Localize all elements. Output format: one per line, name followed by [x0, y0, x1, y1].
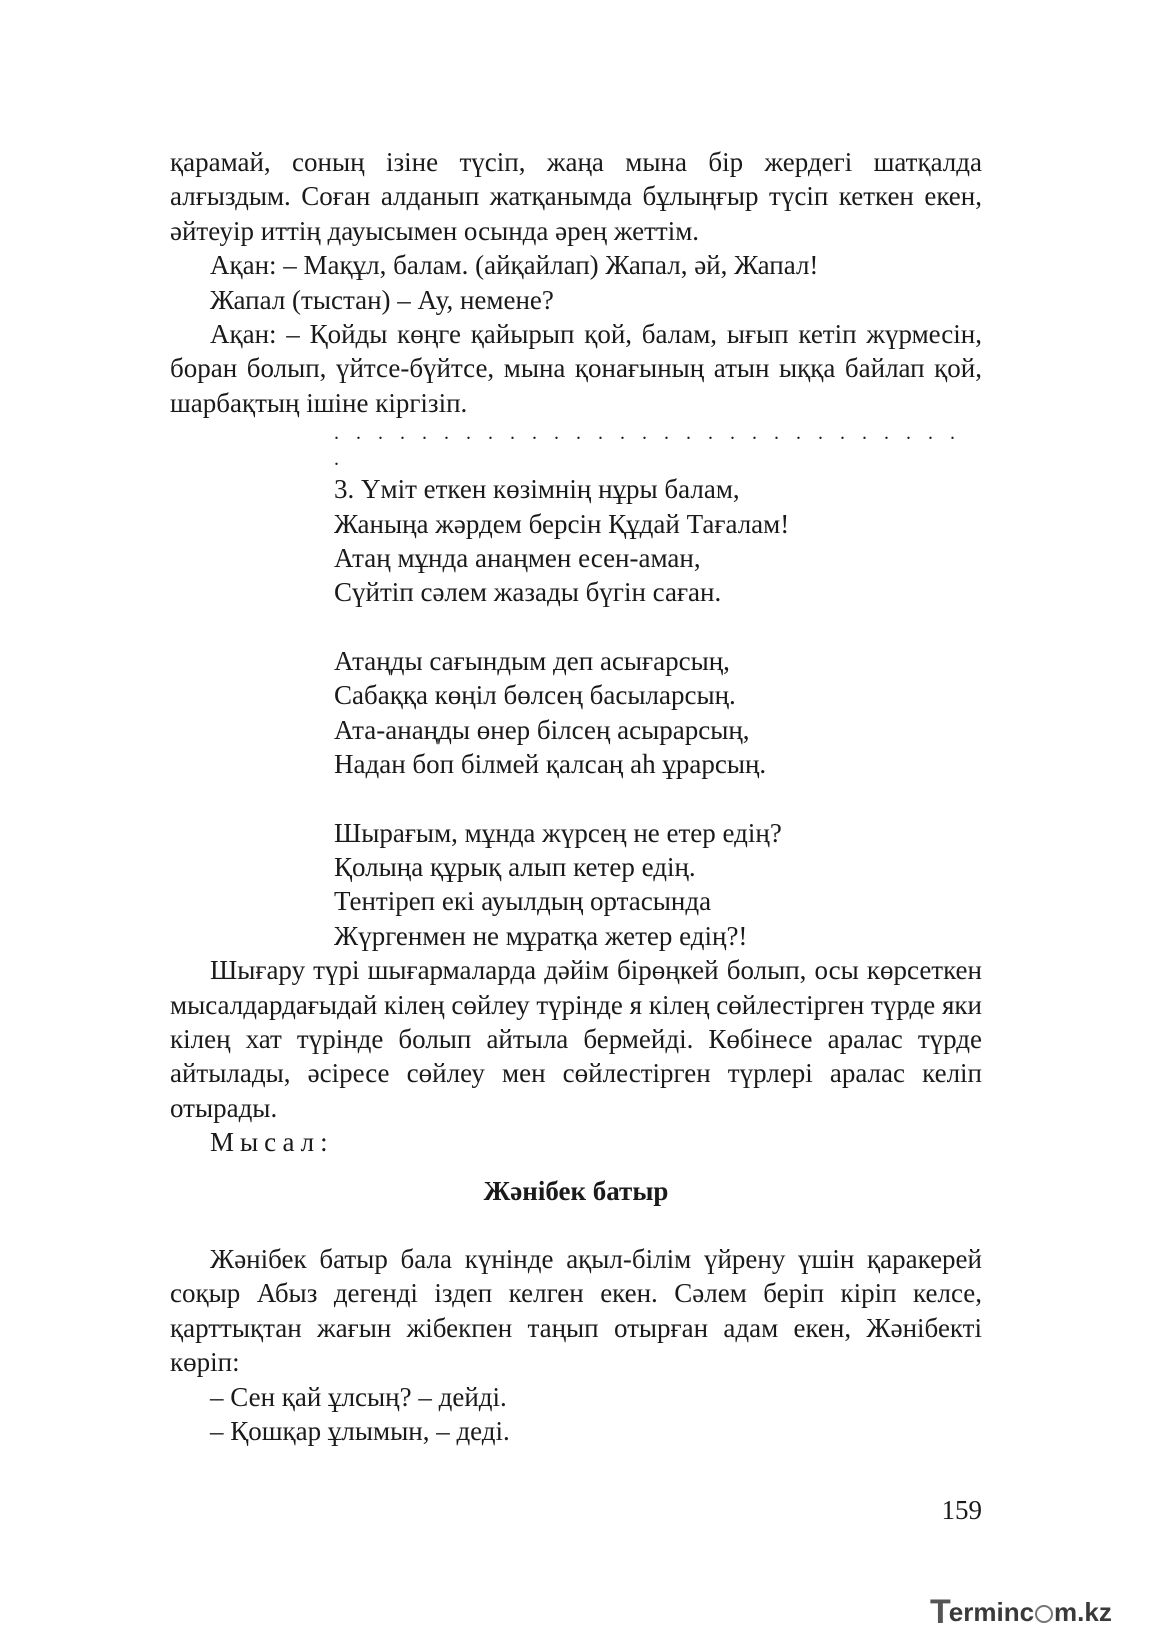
logo-text-part1: erminc — [948, 1596, 1035, 1627]
dialogue-line-answer: – Қошқар ұлымын, – деді. — [210, 1416, 510, 1446]
termincom-logo — [930, 1592, 1140, 1632]
verse-line: Шырағым, мұнда жүрсең не етер едің? — [334, 817, 782, 848]
verse-line: Қолыңа құрық алып кетер едің. — [334, 851, 696, 882]
logo-letter-t: T — [930, 1592, 951, 1631]
verse-line: 3. Үміт еткен көзімнің нұры балам, — [334, 474, 740, 505]
dialogue-line-zhapal: Жапал (тыстан) – Ау, немене? — [210, 284, 554, 315]
paragraph-explanation: Шығару түрі шығармаларда дәйім бірөңкей болып, осы көрсеткен мысалдардағыдай кілең сөйлеу түрінде я кілең сөйлестірген түрде яки кілең хат түрінде болып айтыла бермейді. Көбінесе аралас түрде айтылады, әсіресе сөйлеу мен сөйлестірген түрлері аралас келіп отырады. — [170, 955, 982, 1123]
verse-line: Надан боп білмей қалсаң аһ ұрарсың. — [334, 749, 767, 780]
story-heading: Жәнібек батыр — [483, 1175, 669, 1206]
verse-line: Жаныңа жәрдем берсін Құдай Тағалам! — [334, 508, 790, 539]
verse-line: Атаңды сағындым деп асығарсың, — [334, 645, 730, 676]
page-body — [170, 145, 982, 1448]
page-number: 159 — [941, 1495, 982, 1525]
magnifier-icon — [1035, 1605, 1053, 1623]
logo-text-part2: m.kz — [1054, 1596, 1112, 1627]
paragraph-story: Жәнібек батыр бала күнінде ақыл-білім үйрену үшін қаракерей соқыр Абыз дегенді іздеп келген екен. Сәлем беріп кіріп келсе, қарттықтан жағын жібекпен таңып отырған адам екен, Жәнібекті көріп: — [170, 1243, 982, 1378]
verse-line: Жүргенмен не мұратқа жетер едің?! — [334, 920, 748, 951]
dialogue-line-question: – Сен қай ұлсың? – дейді. — [210, 1381, 507, 1412]
ellipsis-separator: . . . . . . . . . . . . . . . . . . . . . . . . . . . . . . — [334, 422, 961, 471]
stanza-gap — [170, 782, 982, 816]
verse-line: Сабаққа көңіл бөлсең басыларсың. — [334, 680, 736, 711]
dialogue-line-akan-2: Ақан: – Қойды көңге қайырып қой, балам, ығып кетіп жүрмесін, боран болып, үйтсе-бүйтсе, мына қонағының атын ыққа байлап қой, шарбақтың ішіне кіргізіп. — [170, 319, 982, 418]
example-label: Мысал: — [210, 1127, 334, 1158]
verse-line: Сүйтіп сәлем жазады бүгін саған. — [334, 577, 722, 608]
verse-line: Атаң мұнда анаңмен есен-аман, — [334, 543, 701, 574]
verse-line: Тентіреп екі ауылдың ортасында — [334, 886, 712, 917]
dialogue-line-akan-1: Ақан: – Мақұл, балам. (айқайлап) Жапал, әй, Жапал! — [210, 250, 819, 281]
paragraph-continuation: қарамай, соның ізіне түсіп, жаңа мына бір жердегі шатқалда алғыздым. Соған алданып жатқанымда бұлыңғыр түсіп кеткен екен, әйтеуір иттің дауысымен осында әрең жеттім. — [170, 147, 982, 246]
verse-line: Ата-анаңды өнер білсең асырарсың, — [334, 714, 750, 745]
stanza-gap — [170, 610, 982, 644]
